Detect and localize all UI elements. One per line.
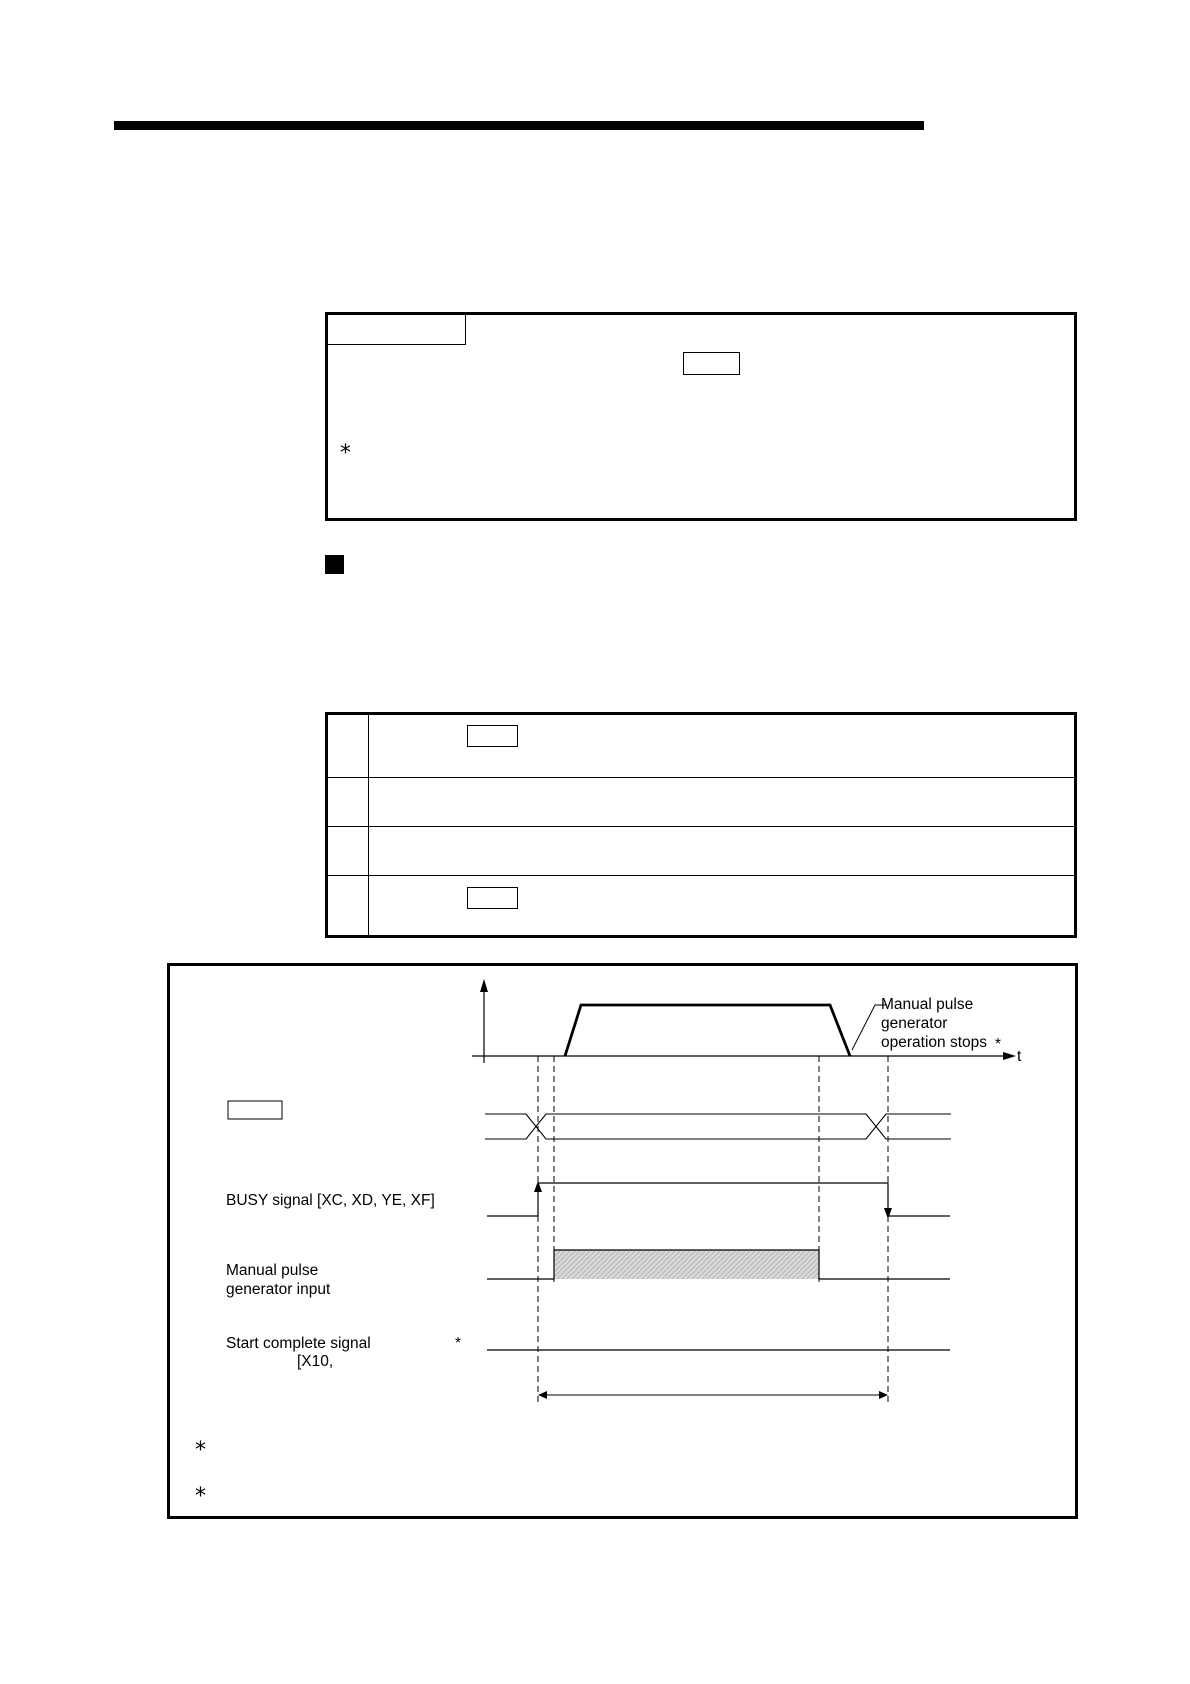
step-row-1 [328, 715, 1074, 778]
step-1-ref-box [467, 725, 518, 747]
start-complete-label-line-2: [X10, [297, 1353, 334, 1370]
pulse-input-label-line-1: Manual pulse [226, 1262, 319, 1279]
speed-profile [565, 1005, 850, 1056]
duration-right-arrow-icon [879, 1391, 888, 1399]
start-complete-label-line-1: Start complete signal [226, 1335, 371, 1352]
busy-signal-label: BUSY signal [XC, XD, YE, XF] [226, 1192, 435, 1209]
start-complete-asterisk: * [455, 1335, 462, 1352]
step-row-4 [328, 876, 1074, 938]
busy-signal-waveform [487, 1183, 950, 1216]
duration-left-arrow-icon [538, 1391, 547, 1399]
pulse-input-hatch [554, 1250, 819, 1279]
data-signal-low [485, 1114, 951, 1139]
step-table [325, 712, 1077, 938]
time-axis-arrow-icon [1003, 1052, 1016, 1060]
note-ref-box [683, 352, 740, 375]
annotation-line-3: operation stops [881, 1034, 987, 1051]
time-axis-label: t [1017, 1048, 1022, 1065]
step-4-ref-box [467, 887, 518, 909]
note-box [325, 312, 1077, 521]
speed-axis-arrow-icon [480, 979, 488, 992]
step-row-2 [328, 778, 1074, 827]
pulse-input-label-line-2: generator input [226, 1281, 331, 1298]
section-bullet [325, 555, 344, 574]
note-asterisk: * [340, 441, 351, 466]
header-rule [114, 121, 924, 130]
footnote-mark-1: * [195, 1438, 206, 1463]
data-signal-high [485, 1114, 951, 1139]
annotation-line-2: generator [881, 1015, 948, 1032]
timing-chart-box [167, 963, 1078, 1519]
footnote-mark-2: * [195, 1484, 206, 1509]
step-row-3 [328, 827, 1074, 876]
signal-ref-box [228, 1101, 282, 1119]
annotation-asterisk: * [995, 1036, 1002, 1053]
busy-fall-arrow-icon [884, 1208, 892, 1219]
note-box-title-tab [328, 315, 466, 345]
annotation-line-1: Manual pulse [881, 996, 974, 1013]
